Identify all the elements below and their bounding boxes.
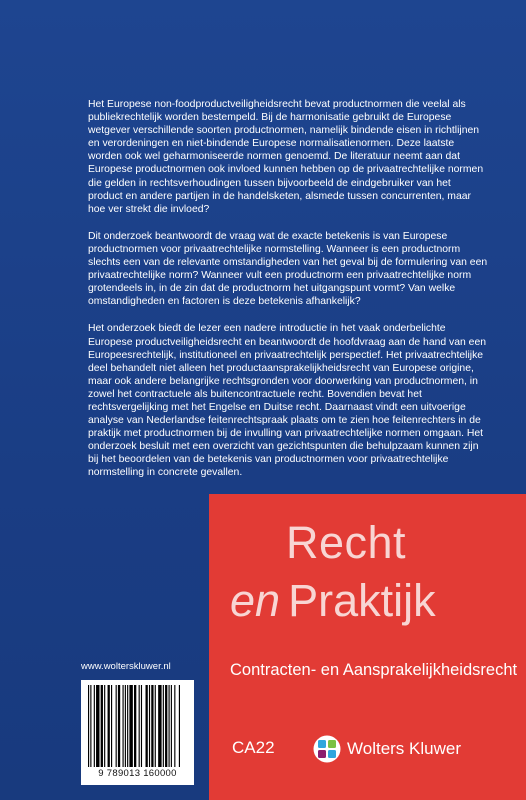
barcode-digits: 9 789013 160000 <box>98 768 177 779</box>
publisher-name: Wolters Kluwer <box>347 739 461 758</box>
barcode <box>81 680 194 785</box>
barcode-bars <box>86 685 189 767</box>
series-title-prefix: en <box>230 575 281 626</box>
publisher-website: www.wolterskluwer.nl <box>81 661 171 672</box>
blurb-paragraph-2: Dit onderzoek beantwoordt de vraag wat de exacte betekenis is van Europese productnormen voor privaatrechtelijke normstelling. Wanneer is een productnorm slechts een van de relevante omstandigheden van het geval bij de formulering van een privaatrechtelijke norm? Wanneer vult een productnorm een privaatrechtelijke norm grotendeels in, in de zin dat de productnorm het uitgangspunt vormt? Van welke omstandigheden en factoren is deze betekenis afhankelijk? <box>88 230 488 308</box>
blurb-text <box>88 98 488 494</box>
series-subtitle: Contracten- en Aansprakelijkheidsrecht <box>230 661 518 679</box>
series-title-main: Praktijk <box>288 575 436 626</box>
blurb-paragraph-1: Het Europese non-foodproductveiligheidsrecht bevat productnormen die veelal als publiekrechtelijk worden bestempeld. Bij de harmonisatie gebruikt de Europese wetgever verschillende soorten productnormen, namelijk bindende eisen in richtlijnen en verordeningen en niet-bindende Europese normalisatienormen. Deze laatste worden ook wel geharmoniseerde normen genoemd. De literatuur neemt aan dat Europese productnormen ook invloed kunnen hebben op de privaatrechtelijke normen die gelden in rechtsverhoudingen tussen bijvoorbeeld de eindgebruiker van het product en andere partijen in de handelsketen, alsmede tussen concurrenten, maar hoe ver strekt die invloed? <box>88 99 484 215</box>
series-code: CA22 <box>232 738 275 757</box>
publisher-logo <box>313 735 461 763</box>
series-title-line-2 <box>230 576 436 626</box>
blurb-paragraph-3: Het onderzoek biedt de lezer een nadere introductie in het vaak onderbelichte Europese productveiligheidsrecht en beantwoordt de hoofdvraag aan de hand van een Europeesrechtelijk, institutioneel en privaatrechtelijk perspectief. Het privaatrechtelijke deel behandelt niet alleen het productaansprakelijkheidsrecht van Europese origine, maar ook andere belangrijke rechtsgronden voor doorwerking van productnormen, in zowel het contractuele als buitencontractuele recht. Bovendien bevat het rechtsvergelijking met het Engelse en Duitse recht. Daarnaast vindt een uitvoerige analyse van Nederlandse feitenrechtspraak plaats om te zien hoe feitenrechters in de praktijk met productnormen bij de invulling van privaatrechtelijke normen omgaan. Het onderzoek besluit met een overzicht van gezichtspunten die behulpzaam kunnen zijn bij het beoordelen van de betekenis van productnormen voor privaatrechtelijke normstelling in concrete gevallen. <box>88 323 487 479</box>
series-title-line-1: Recht <box>286 517 407 568</box>
wolters-kluwer-logo-icon <box>313 735 341 763</box>
